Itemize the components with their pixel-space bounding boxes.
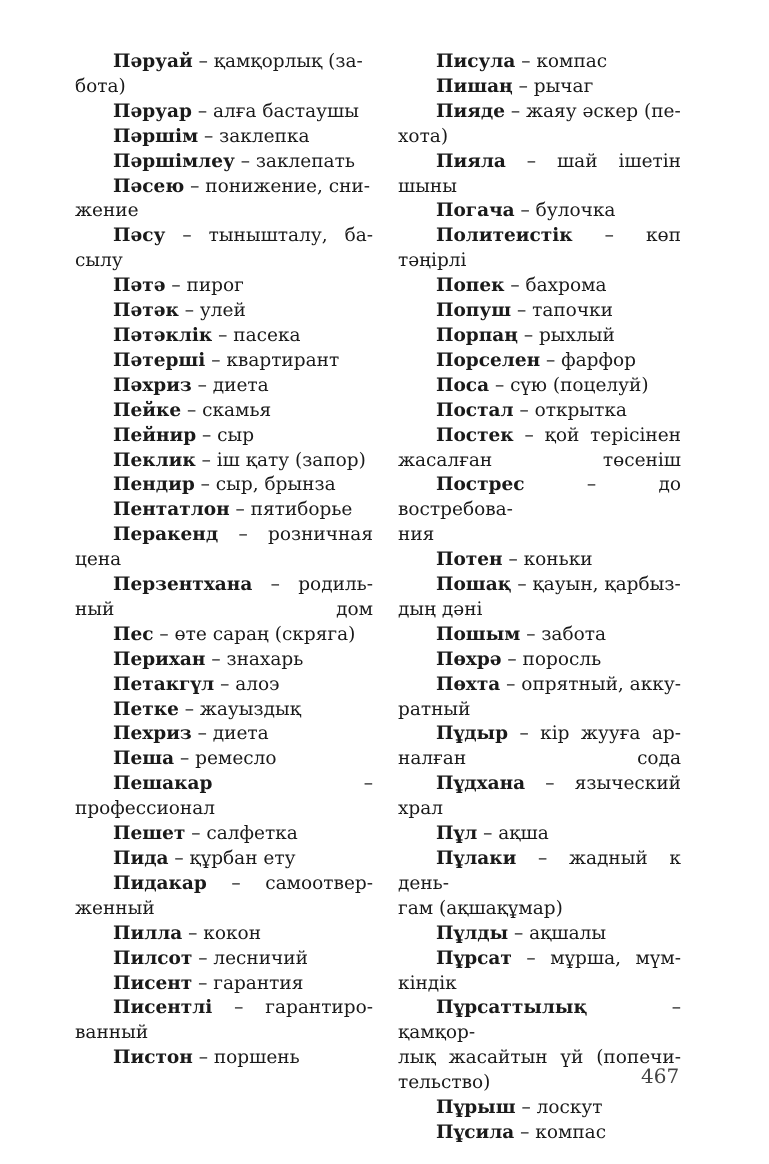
entry-definition: – открытка bbox=[513, 399, 627, 421]
entry-headword: Писула bbox=[436, 51, 516, 72]
entry-headword: Погача bbox=[436, 200, 515, 222]
entry-headword: Постал bbox=[436, 399, 514, 421]
entry-definition: – жадный к день- гам (ақшақұмар) bbox=[398, 848, 681, 919]
entry-headword: Пошақ bbox=[436, 574, 512, 596]
dictionary-entry bbox=[398, 722, 681, 772]
entry-headword: Пейке bbox=[113, 399, 182, 421]
dictionary-entry bbox=[398, 947, 681, 997]
dictionary-entry bbox=[75, 399, 373, 424]
entry-definition: – пятиборье bbox=[229, 499, 353, 521]
entry-definition: – шай ішетін шыны bbox=[398, 150, 681, 197]
dictionary-entry bbox=[75, 673, 373, 698]
dictionary-entry bbox=[75, 449, 373, 474]
entry-definition: – компас bbox=[515, 51, 608, 72]
entry-headword: Пилсот bbox=[113, 947, 193, 969]
entry-headword: Пишаң bbox=[436, 75, 513, 97]
entry-definition: – ақшалы bbox=[508, 922, 607, 944]
entry-definition: – квартирант bbox=[205, 349, 340, 371]
dictionary-entry bbox=[398, 623, 681, 648]
dictionary-entry bbox=[75, 573, 373, 623]
dictionary-entry bbox=[75, 523, 373, 573]
entry-definition: – іш қату (запор) bbox=[195, 449, 366, 471]
entry-headword: Потен bbox=[436, 549, 503, 571]
entry-definition: – поршень bbox=[192, 1047, 300, 1069]
dictionary-entry bbox=[75, 473, 373, 498]
entry-definition: – лесничий bbox=[192, 947, 308, 969]
entry-definition: – диета bbox=[191, 374, 269, 396]
dictionary-entry bbox=[75, 922, 373, 947]
entry-headword: Пес bbox=[113, 623, 154, 645]
dictionary-entry bbox=[75, 822, 373, 847]
entry-definition: – қауын, қарбыз- дың дəні bbox=[398, 574, 681, 620]
dictionary-entry bbox=[398, 349, 681, 374]
dictionary-entry bbox=[75, 872, 373, 922]
page-number: 467 bbox=[641, 1064, 680, 1088]
entry-headword: Пəруар bbox=[113, 100, 192, 122]
dictionary-entry bbox=[398, 996, 681, 1096]
entry-definition: – тынышталу, ба- сылу bbox=[75, 225, 373, 272]
entry-definition: – поросль bbox=[501, 648, 602, 670]
entry-headword: Пострес bbox=[436, 474, 525, 496]
dictionary-entry bbox=[75, 747, 373, 772]
entry-headword: Пияла bbox=[436, 150, 506, 172]
dictionary-entry bbox=[75, 100, 373, 125]
dictionary-entry bbox=[398, 150, 681, 200]
dictionary-entry bbox=[75, 847, 373, 872]
entry-definition: – пасека bbox=[212, 324, 301, 346]
entry-headword: Пəтə bbox=[113, 275, 166, 297]
entry-headword: Перзентхана bbox=[113, 574, 253, 596]
entry-headword: Пешакар bbox=[113, 773, 213, 795]
entry-headword: Попек bbox=[436, 275, 505, 297]
entry-headword: Пұлды bbox=[436, 922, 509, 944]
entry-headword: Попуш bbox=[436, 300, 512, 322]
entry-definition: – улей bbox=[178, 300, 246, 322]
entry-headword: Пəтəклік bbox=[113, 324, 213, 346]
entry-headword: Пехриз bbox=[113, 723, 192, 745]
entry-definition: – көп тəңірлі bbox=[398, 225, 681, 272]
dictionary-entry bbox=[398, 75, 681, 100]
dictionary-entry bbox=[75, 224, 373, 274]
entry-headword: Пəтерші bbox=[113, 349, 206, 371]
entry-headword: Пешет bbox=[113, 823, 186, 845]
dictionary-entry bbox=[75, 947, 373, 972]
entry-definition: – заклепка bbox=[198, 125, 310, 147]
right-column bbox=[398, 50, 681, 1146]
entry-headword: Порселен bbox=[436, 349, 541, 371]
entry-definition: – тапочки bbox=[511, 300, 613, 322]
entry-definition: – коньки bbox=[502, 549, 593, 571]
dictionary-entry bbox=[398, 399, 681, 424]
entry-headword: Пидакар bbox=[113, 872, 207, 894]
entry-definition: – скамья bbox=[181, 399, 272, 421]
entry-headword: Пентатлон bbox=[113, 499, 230, 521]
entry-headword: Пеша bbox=[113, 748, 175, 770]
dictionary-entry bbox=[398, 299, 681, 324]
entry-headword: Пəхриз bbox=[113, 374, 192, 396]
left-column bbox=[75, 50, 373, 1071]
dictionary-entry bbox=[398, 324, 681, 349]
entry-headword: Пұл bbox=[436, 823, 478, 845]
dictionary-entry bbox=[75, 349, 373, 374]
entry-headword: Пəсу bbox=[113, 225, 166, 247]
entry-definition: – қамқорлық (за- бота) bbox=[75, 51, 363, 97]
entry-headword: Пошым bbox=[436, 623, 521, 645]
dictionary-entry bbox=[75, 374, 373, 399]
entry-definition: – салфетка bbox=[185, 823, 298, 845]
dictionary-entry bbox=[75, 498, 373, 523]
entry-headword: Пистон bbox=[113, 1047, 193, 1069]
dictionary-entry bbox=[398, 673, 681, 723]
dictionary-entry bbox=[75, 623, 373, 648]
dictionary-entry bbox=[398, 473, 681, 548]
entry-definition: – бахрома bbox=[504, 275, 607, 297]
entry-definition: – жауыздық bbox=[178, 698, 301, 720]
entry-headword: Петке bbox=[113, 698, 179, 720]
dictionary-entry bbox=[75, 648, 373, 673]
entry-definition: – родиль- ный дом bbox=[75, 574, 373, 620]
entry-definition: – ремесло bbox=[174, 748, 277, 770]
dictionary-entry bbox=[75, 722, 373, 747]
entry-definition: – лоскут bbox=[515, 1097, 603, 1119]
dictionary-entry bbox=[398, 224, 681, 274]
entry-definition: – құрбан ету bbox=[168, 848, 296, 869]
dictionary-entry bbox=[75, 299, 373, 324]
entry-headword: Порпаң bbox=[436, 324, 518, 346]
entry-headword: Пияде bbox=[436, 100, 505, 122]
dictionary-entry bbox=[398, 374, 681, 399]
entry-definition: – рыхлый bbox=[517, 324, 615, 346]
entry-definition: – заклепать bbox=[234, 150, 355, 172]
dictionary-entry bbox=[75, 125, 373, 150]
entry-definition: – жаяу əскер (пе- хота) bbox=[398, 100, 681, 147]
dictionary-entry bbox=[75, 972, 373, 997]
entry-definition: – алоэ bbox=[214, 673, 280, 695]
entry-definition: – языческий храл bbox=[398, 773, 681, 820]
entry-definition: – гарантиро- ванный bbox=[75, 997, 373, 1044]
entry-definition: – фарфор bbox=[540, 349, 636, 371]
entry-headword: Пилла bbox=[113, 922, 183, 944]
entry-headword: Пөхта bbox=[436, 673, 501, 695]
entry-headword: Писент bbox=[113, 972, 193, 994]
dictionary-entry bbox=[398, 199, 681, 224]
dictionary-entry bbox=[398, 50, 681, 75]
entry-headword: Пейнир bbox=[113, 424, 197, 446]
entry-headword: Пұрсаттылық bbox=[436, 997, 588, 1019]
dictionary-entry bbox=[75, 698, 373, 723]
entry-headword: Пендир bbox=[113, 474, 195, 496]
entry-headword: Петакгүл bbox=[113, 673, 215, 695]
entry-headword: Пұлаки bbox=[436, 848, 517, 869]
entry-headword: Поса bbox=[436, 374, 490, 396]
entry-definition: – мұрша, мүм- кіндік bbox=[398, 947, 681, 994]
entry-headword: Пəтəк bbox=[113, 300, 179, 322]
entry-headword: Перихан bbox=[113, 648, 206, 670]
dictionary-entry bbox=[75, 50, 373, 100]
entry-definition: – понижение, сни- жение bbox=[75, 175, 370, 222]
entry-definition: – опрятный, акку- ратный bbox=[398, 673, 681, 720]
entry-headword: Пұрсат bbox=[436, 947, 512, 969]
dictionary-entry bbox=[398, 424, 681, 474]
entry-definition: – сыр, брынза bbox=[194, 474, 336, 496]
entry-definition: – сыр bbox=[196, 424, 255, 446]
dictionary-entry bbox=[75, 424, 373, 449]
dictionary-entry bbox=[398, 772, 681, 822]
entry-definition: – профессионал bbox=[75, 773, 373, 820]
entry-definition: – өте сараң (скряга) bbox=[153, 623, 356, 645]
entry-headword: Пеклик bbox=[113, 449, 196, 471]
dictionary-entry bbox=[398, 100, 681, 150]
dictionary-entry bbox=[75, 150, 373, 175]
entry-headword: Пұсила bbox=[436, 1121, 515, 1143]
entry-definition: – розничная цена bbox=[75, 524, 373, 571]
dictionary-entry bbox=[398, 1096, 681, 1121]
entry-headword: Пəршімлеу bbox=[113, 150, 235, 172]
entry-definition: – до востребова- ния bbox=[398, 474, 681, 546]
entry-headword: Пөхрə bbox=[436, 648, 502, 670]
entry-headword: Писентлі bbox=[113, 997, 213, 1019]
entry-definition: – знахарь bbox=[205, 648, 304, 670]
dictionary-entry bbox=[75, 175, 373, 225]
dictionary-entry bbox=[398, 922, 681, 947]
entry-headword: Пəршім bbox=[113, 125, 199, 147]
dictionary-entry bbox=[398, 847, 681, 922]
entry-definition: – рычаг bbox=[512, 75, 594, 97]
entry-headword: Пəсею bbox=[113, 175, 185, 197]
entry-definition: – алға бастаушы bbox=[191, 100, 359, 122]
dictionary-entry bbox=[398, 573, 681, 623]
entry-definition: – компас bbox=[514, 1121, 607, 1143]
dictionary-entry bbox=[75, 1046, 373, 1071]
entry-headword: Пұдыр bbox=[436, 723, 509, 745]
dictionary-entry bbox=[398, 648, 681, 673]
entry-definition: – кокон bbox=[182, 922, 262, 944]
dictionary-entry bbox=[75, 324, 373, 349]
entry-headword: Пұдхана bbox=[436, 773, 526, 795]
dictionary-entry bbox=[75, 996, 373, 1046]
dictionary-entry bbox=[398, 822, 681, 847]
entry-definition: – забота bbox=[520, 623, 606, 645]
entry-headword: Пида bbox=[113, 848, 169, 869]
entry-definition: – ақша bbox=[477, 823, 549, 845]
dictionary-entry bbox=[75, 772, 373, 822]
entry-definition: – пирог bbox=[165, 275, 244, 297]
entry-headword: Постек bbox=[436, 424, 514, 446]
entry-definition: – қой терісінен жасалған төсеніш bbox=[398, 424, 681, 471]
entry-definition: – қамқор- лық жасайтын үй (попечи- тельство) bbox=[398, 997, 681, 1094]
dictionary-entry bbox=[398, 1121, 681, 1146]
entry-headword: Перакенд bbox=[113, 524, 219, 546]
entry-headword: Пұрыш bbox=[436, 1097, 516, 1119]
entry-headword: Политеистік bbox=[436, 225, 573, 247]
entry-headword: Пəруай bbox=[113, 51, 193, 72]
entry-definition: – булочка bbox=[514, 200, 616, 222]
entry-definition: – сүю (поцелуй) bbox=[489, 374, 649, 396]
entry-definition: – диета bbox=[191, 723, 269, 745]
dictionary-entry bbox=[398, 274, 681, 299]
dictionary-entry bbox=[398, 548, 681, 573]
dictionary-entry bbox=[75, 274, 373, 299]
entry-definition: – кір жууға ар- налған сода bbox=[398, 723, 681, 770]
entry-definition: – самоотвер- женный bbox=[75, 872, 373, 919]
entry-definition: – гарантия bbox=[192, 972, 304, 994]
